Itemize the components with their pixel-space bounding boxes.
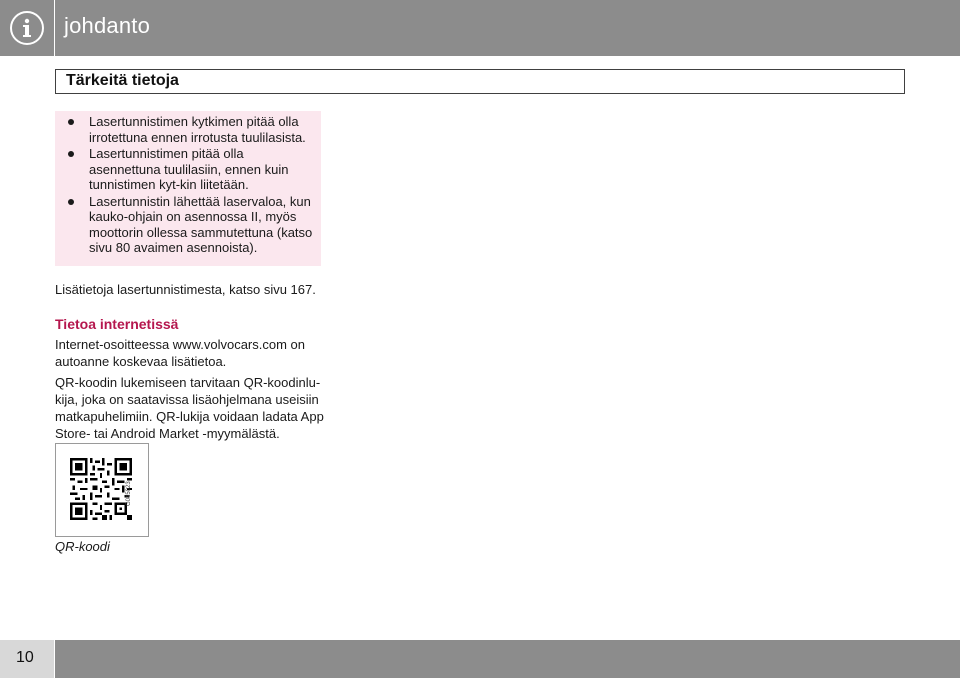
warning-list [55, 114, 321, 257]
internet-paragraph: Internet-osoitteessa www.volvocars.com on autoanne koskevaa lisätietoa. [55, 337, 305, 369]
section-heading-box [55, 69, 905, 94]
page-number: 10 [16, 649, 34, 666]
warning-item-text: Lasertunnistin lähettää laservaloa, kun kauko-ohjain on asennossa II, myös moottorin ollessa sammutettuna (katso sivu 80 avaimen asennoista). [89, 193, 313, 255]
figure-code: G045023 [126, 481, 132, 506]
qr-figure [55, 443, 149, 537]
chapter-title: johdanto [64, 13, 151, 38]
bullet-icon [68, 199, 74, 205]
section-title: Tärkeitä tietoja [66, 72, 179, 89]
footer-bar [55, 640, 960, 678]
info-icon [10, 11, 44, 45]
internet-heading: Tietoa internetissä [55, 316, 179, 332]
header-bar [55, 0, 960, 56]
more-info-text: Lisätietoja lasertunnistimesta, katso sivu 167. [55, 282, 316, 297]
qr-code-icon [70, 458, 132, 520]
warning-item-text: Lasertunnistimen kytkimen pitää olla irrotettuna ennen irrotusta tuulilasista. [89, 114, 306, 145]
figure-caption: QR-koodi [55, 539, 110, 554]
warning-box [55, 111, 321, 266]
warning-item [55, 194, 321, 256]
warning-item [55, 114, 321, 145]
footer-page-box [0, 640, 54, 678]
page-header [0, 0, 960, 56]
bullet-icon [68, 119, 74, 125]
header-icon-box [0, 0, 54, 56]
bullet-icon [68, 151, 74, 157]
warning-item-text: Lasertunnistimen pitää olla asennettuna tuulilasiin, ennen kuin tunnistimen kyt-kin liitetään. [89, 146, 289, 192]
warning-item [55, 146, 321, 193]
qr-paragraph: QR-koodin lukemiseen tarvitaan QR-koodinlu-kija, joka on saatavissa lisäohjelmana useisiin matkapuhelimiin. QR-lukija voidaan ladata App Store- tai Android Market -myymälästä. [55, 375, 324, 441]
